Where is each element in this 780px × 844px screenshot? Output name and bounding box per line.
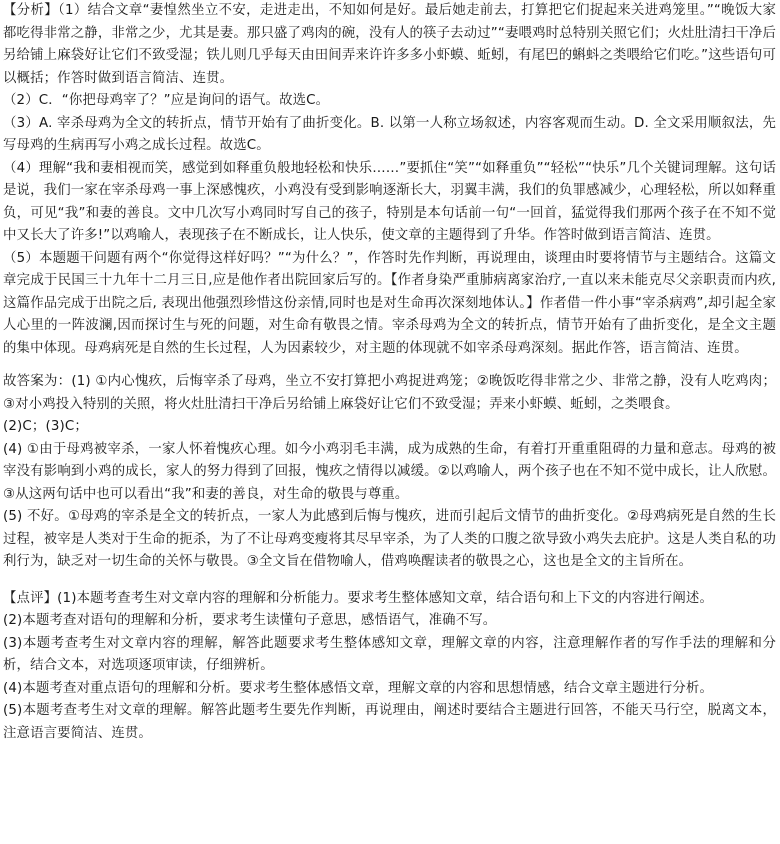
analysis-section bbox=[3, 0, 776, 360]
comment-paragraph-3: (3)本题考查考生对文章内容的理解，解答此题要求考生整体感知文章，理解文章的内容，注意理解作者的写作手法的理解和分析，结合文本，对选项逐项审读，仔细辨析。 bbox=[3, 635, 776, 673]
analysis-paragraph-4: （4）理解“我和妻相视而笑，感觉到如释重负般地轻松和快乐……”要抓住“笑”“如释重负”“轻松”“快乐”几个关键词理解。这句话是说，我们一家在宰杀母鸡一事上深感愧疚，小鸡没有受到影响逐渐长大，羽翼丰满，我们的负罪感减少，心理轻松，所以如释重负，可见“我”和妻的善良。文中几次写小鸡同时写自己的孩子，特别是本句话前一句“一回首，猛觉得我们那两个孩子在不知不觉中又长大了许多!”以鸡喻人，表现孩子在不断成长，让人快乐，使文章的主题得到了升华。作答时做到语言简洁、连贯。 bbox=[3, 160, 776, 243]
answer-paragraph-1: 故答案为：(1) ①内心愧疚，后悔宰杀了母鸡，坐立不安打算把小鸡捉进鸡笼；②晚饭吃得非常之少、非常之静，没有人吃鸡肉；③对小鸡投入特别的关照，将火灶肚清扫干净后另给铺上麻袋好让它们不致受湿；弄来小虾蟆、蚯蚓，之类喂食。 bbox=[3, 374, 776, 412]
comment-paragraph-1: 【点评】(1)本题考查考生对文章内容的理解和分析能力。要求考生整体感知文章，结合语句和上下文的内容进行阐述。 bbox=[3, 590, 713, 606]
answer-paragraph-2: (2)C；(3)C； bbox=[3, 419, 88, 434]
comment-paragraph-2: (2)本题考查对语句的理解和分析，要求考生读懂句子意思，感悟语气，准确不写。 bbox=[3, 613, 497, 628]
answer-paragraph-4: (4) ①由于母鸡被宰杀，一家人怀着愧疚心理。如今小鸡羽毛丰满，成为成熟的生命，有着打开重重阻碍的力量和意志。母鸡的被宰没有影响到小鸡的成长，家人的努力得到了回报，愧疚之情得以减缓。②以鸡喻人，两个孩子也在不知不觉中成长，让人欣慰。③从这两句话中也可以看出“我”和妻的善良，对生命的敬畏与尊重。 bbox=[3, 441, 776, 502]
comment-section bbox=[3, 588, 776, 746]
analysis-paragraph-5: （5）本题题干问题有两个“你觉得这样好吗？”“为什么？”，作答时先作判断，再说理由，谈理由时要将情节与主题结合。这篇文章完成于民国三十九年十二月三日,应是他作者出院回家后写的。【作者身染严重肺病离家治疗,一直以来未能克尽父亲职责而内疚,这篇作品完成于出院之后, 表现出他强烈珍惜这份亲情,同时也是对生命再次深刻地体认。】作者借一件小事“宰杀病鸡”,却引起全家人心里的一阵波澜,因而探讨生与死的问题，对生命有敬畏之情。宰杀母鸡为全文的转折点，情节开始有了曲折变化，是全文主题的集中体现。母鸡病死是自然的生长过程，人为因素较少，对主题的体现就不如宰杀母鸡深刻。据此作答，语言简洁、连贯。 bbox=[3, 250, 776, 356]
analysis-paragraph-2: （2）C．“你把母鸡宰了？”应是询问的语气。故选C。 bbox=[3, 93, 330, 108]
analysis-paragraph-3: （3）A. 宰杀母鸡为全文的转折点，情节开始有了曲折变化。B. 以第一人称立场叙述，内容客观而生动。D. 全文采用顺叙法，先写母鸡的生病再写小鸡之成长过程。故选C。 bbox=[3, 115, 776, 153]
comment-paragraph-4: (4)本题考查对重点语句的理解和分析。要求考生整体感悟文章，理解文章的内容和思想情感，结合文章主题进行分析。 bbox=[3, 680, 713, 696]
analysis-paragraph-1: 【分析】（1）结合文章“妻惶然坐立不安，走进走出，不知如何是好。最后她走前去，打算把它们捉起来关进鸡笼里。”“晚饭大家都吃得非常之静，非常之少，尤其是妻。那只盛了鸡肉的碗，没有人的筷子去动过”“妻喂鸡时总特别关照它们；火灶肚清扫干净后另给铺上麻袋好让它们不致受湿；铁儿则几乎每天由田间弄来许许多多小虾蟆、蚯蚓，有尾巴的蝌蚪之类喂给它们吃。”这些语句可以概括；作答时做到语言简洁、连贯。 bbox=[3, 3, 776, 86]
comment-paragraph-5: (5)本题考查考生对文章的理解。解答此题考生要先作判断，再说理由，阐述时要结合主题进行回答，不能天马行空，脱离文本，注意语言要简洁、连贯。 bbox=[3, 703, 776, 741]
spacer bbox=[3, 574, 776, 588]
answer-section bbox=[3, 371, 776, 574]
spacer bbox=[3, 360, 776, 371]
answer-paragraph-5: (5) 不好。①母鸡的宰杀是全文的转折点，一家人为此感到后悔与愧疚，进而引起后文情节的曲折变化。②母鸡病死是自然的生长过程，被宰是人类对于生命的扼杀，为了不让母鸡变瘦将其尽早宰杀，为了人类的口腹之欲导致小鸡失去庇护。这是人类自私的功利行为，缺乏对一切生命的关怀与敬畏。③全文旨在借物喻人，借鸡唤醒读者的敬畏之心，这也是全文的主旨所在。 bbox=[3, 509, 776, 569]
